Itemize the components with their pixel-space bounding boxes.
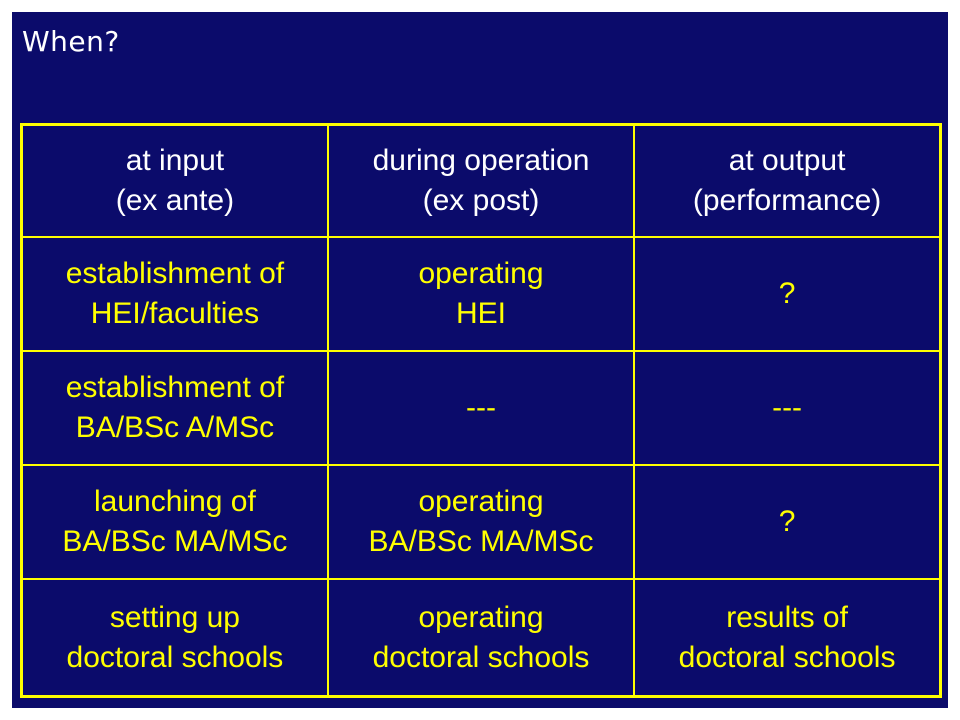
table-cell xyxy=(634,351,940,465)
table-header-row xyxy=(22,125,941,238)
cell-line: ? xyxy=(778,277,796,310)
table-cell xyxy=(634,237,940,351)
cell-line: BA/BSc A/MSc xyxy=(75,411,275,444)
table-row xyxy=(22,465,941,579)
header-cell-line: (ex ante) xyxy=(115,184,235,217)
table-cell xyxy=(328,237,634,351)
cell-line: setting up xyxy=(109,600,240,634)
cell-line: BA/BSc MA/MSc xyxy=(62,525,288,558)
header-cell-line: at output xyxy=(728,144,846,177)
table-cell xyxy=(634,465,940,579)
table-cell xyxy=(634,579,940,697)
cell-line: ? xyxy=(778,505,796,538)
cell-line: doctoral schools xyxy=(678,640,896,674)
cell-line: doctoral schools xyxy=(66,640,284,674)
cell-line: operating xyxy=(418,257,544,290)
when-table xyxy=(20,123,942,698)
header-cell-line: (ex post) xyxy=(422,184,540,217)
cell-line: establishment of xyxy=(65,371,285,404)
cell-line: HEI/faculties xyxy=(90,297,260,330)
header-cell-line: during operation xyxy=(372,144,590,177)
cell-line: establishment of xyxy=(65,257,285,290)
cell-line: BA/BSc MA/MSc xyxy=(368,525,594,558)
header-cell-operation xyxy=(328,125,634,238)
table-cell xyxy=(22,351,328,465)
table-cell xyxy=(22,237,328,351)
table-cell xyxy=(328,465,634,579)
header-cell-output xyxy=(634,125,940,238)
header-cell-input xyxy=(22,125,328,238)
table-cell xyxy=(22,579,328,697)
cell-line: --- xyxy=(772,391,803,424)
cell-line: results of xyxy=(726,600,848,634)
cell-line: --- xyxy=(466,391,496,424)
table-cell xyxy=(328,351,634,465)
header-cell-line: (performance) xyxy=(692,184,882,217)
slide xyxy=(12,12,948,708)
cell-line: doctoral schools xyxy=(372,640,590,674)
table-cell xyxy=(328,579,634,697)
cell-line: launching of xyxy=(94,485,256,518)
table-row xyxy=(22,351,941,465)
cell-line: operating xyxy=(418,485,544,518)
table-row xyxy=(22,579,941,697)
header-cell-line: at input xyxy=(125,144,225,177)
table-row xyxy=(22,237,941,351)
table-cell xyxy=(22,465,328,579)
cell-line: operating xyxy=(418,600,544,634)
slide-title: When? xyxy=(22,25,120,58)
cell-line: HEI xyxy=(455,297,506,330)
